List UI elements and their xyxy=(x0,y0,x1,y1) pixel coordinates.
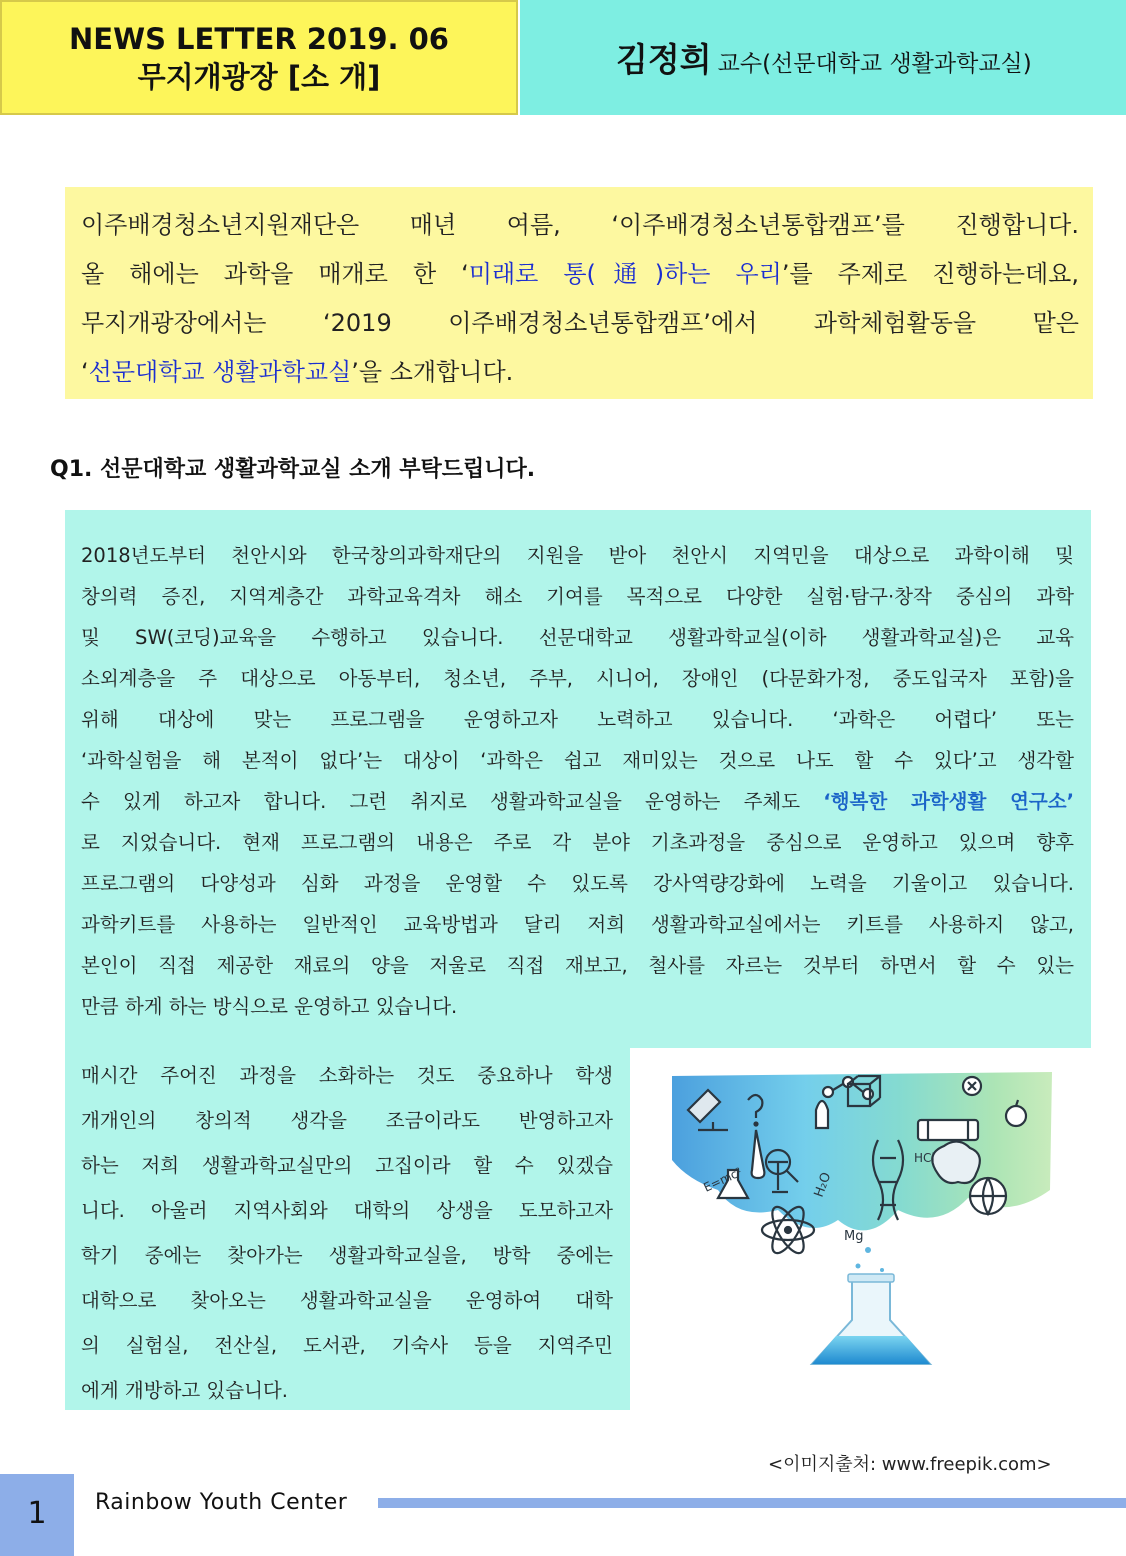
answer-line: 개개인의 창의적 생각을 조금이라도 반영하고자 xyxy=(81,1109,613,1132)
answer-line: 2018년도부터 천안시와 한국창의과학재단의 지원을 받아 천안시 지역민을 대상으로 과학이해 및 xyxy=(81,544,1074,567)
answer-line: 위해 대상에 맞는 프로그램을 운영하고자 노력하고 있습니다. ‘과학은 어렵다’ 또는 xyxy=(81,708,1074,731)
answer-line: 본인이 직접 제공한 재료의 양을 저울로 직접 재보고, 철사를 자르는 것부터 하면서 할 수 있는 xyxy=(81,954,1074,977)
camp-theme: 미래로 통(通)하는 우리 xyxy=(468,260,782,288)
answer-line: 하는 저희 생활과학교실만의 고집이라 할 수 있겠습 xyxy=(81,1154,613,1177)
answer-line: 학기 중에는 찾아가는 생활과학교실을, 방학 중에는 xyxy=(81,1244,613,1267)
intro-line xyxy=(81,348,1079,397)
answer-line: 로 지었습니다. 현재 프로그램의 내용은 주로 각 분야 기초과정을 중심으로 운영하고 있으며 향후 xyxy=(81,831,1074,854)
organization-name: 선문대학교 생활과학교실 xyxy=(88,358,352,386)
author-block xyxy=(520,0,1126,115)
answer-box xyxy=(65,510,1091,1048)
answer-line: ‘과학실험을 해 본적이 없다’는 대상이 ‘과학은 쉽고 재미있는 것으로 나도 할 수 있다’고 생각할 xyxy=(81,749,1074,772)
author-line xyxy=(616,34,1032,81)
newsletter-title-block xyxy=(0,0,518,115)
author-name: 김정희 xyxy=(616,40,712,79)
intro-line: 무지개광장에서는 ‘2019 이주배경청소년통합캠프’에서 과학체험활동을 맡은 xyxy=(81,309,1079,337)
answer-line xyxy=(81,781,1074,822)
answer-line: 프로그램의 다양성과 심화 과정을 운영할 수 있도록 강사역량강화에 노력을 기울이고 있습니다. xyxy=(81,872,1074,895)
answer-box-continued xyxy=(65,1048,630,1410)
formula-label: Mg xyxy=(844,1229,864,1244)
answer-line: 매시간 주어진 과정을 소화하는 것도 중요하나 학생 xyxy=(81,1064,613,1087)
answer-text: 수 있게 하고자 합니다. 그런 취지로 생활과학교실을 운영하는 주체도 xyxy=(81,790,824,813)
answer-line: 만큼 하게 하는 방식으로 운영하고 있습니다. xyxy=(81,995,458,1018)
formula-label: E=mc² xyxy=(701,1164,745,1195)
question-heading: Q1. 선문대학교 생활과학교실 소개 부탁드립니다. xyxy=(50,457,536,482)
answer-line: 에게 개방하고 있습니다. xyxy=(81,1379,288,1402)
answer-line: 의 실험실, 전산실, 도서관, 기숙사 등을 지역주민 xyxy=(81,1334,613,1357)
answer-line: 니다. 아울러 지역사회와 대학의 상생을 도모하고자 xyxy=(81,1199,613,1222)
answer-line: 소외계층을 주 대상으로 아동부터, 청소년, 주부, 시니어, 장애인 (다문화가정, 중도입국자 포함)을 xyxy=(81,667,1074,690)
page-number-box xyxy=(0,1474,74,1556)
science-illustration xyxy=(668,1070,1052,1370)
answer-line: 및 SW(코딩)교육을 수행하고 있습니다. 선문대학교 생활과학교실(이하 생활과학교실)은 교육 xyxy=(81,626,1074,649)
footer-organization: Rainbow Youth Center xyxy=(95,1490,348,1515)
erlenmeyer-flask xyxy=(812,1274,930,1364)
intro-text: 올 해에는 과학을 매개로 한 ‘ xyxy=(81,260,469,288)
answer-line: 대학으로 찾아오는 생활과학교실을 운영하여 대학 xyxy=(81,1289,613,1312)
formula-label: H₂O xyxy=(811,1170,835,1200)
intro-line: 이주배경청소년지원재단은 매년 여름, ‘이주배경청소년통합캠프’를 진행합니다. xyxy=(81,211,1079,239)
image-credit: <이미지출처: www.freepik.com> xyxy=(768,1454,1052,1475)
intro-box xyxy=(65,187,1093,399)
intro-text: ’을 소개합니다. xyxy=(351,358,514,386)
intro-text: ‘ xyxy=(81,358,89,386)
answer-line: 과학키트를 사용하는 일반적인 교육방법과 달리 저희 생활과학교실에서는 키트를 사용하지 않고, xyxy=(81,913,1074,936)
footer-divider xyxy=(378,1498,1126,1508)
intro-line xyxy=(81,250,1079,299)
newsletter-issue: NEWS LETTER 2019. 06 xyxy=(69,22,449,56)
section-title: 무지개광장 [소 개] xyxy=(137,60,381,94)
intro-text: ’를 주제로 진행하는데요, xyxy=(781,260,1079,288)
author-affiliation: 교수(선문대학교 생활과학교실) xyxy=(717,51,1032,77)
answer-line: 창의력 증진, 지역계층간 과학교육격차 해소 기여를 목적으로 다양한 실험·탐구·창작 중심의 과학 xyxy=(81,585,1074,608)
formula-label: HCl xyxy=(914,1151,935,1165)
lab-name: ‘행복한 과학생활 연구소’ xyxy=(823,790,1075,813)
page-number: 1 xyxy=(27,1496,47,1531)
